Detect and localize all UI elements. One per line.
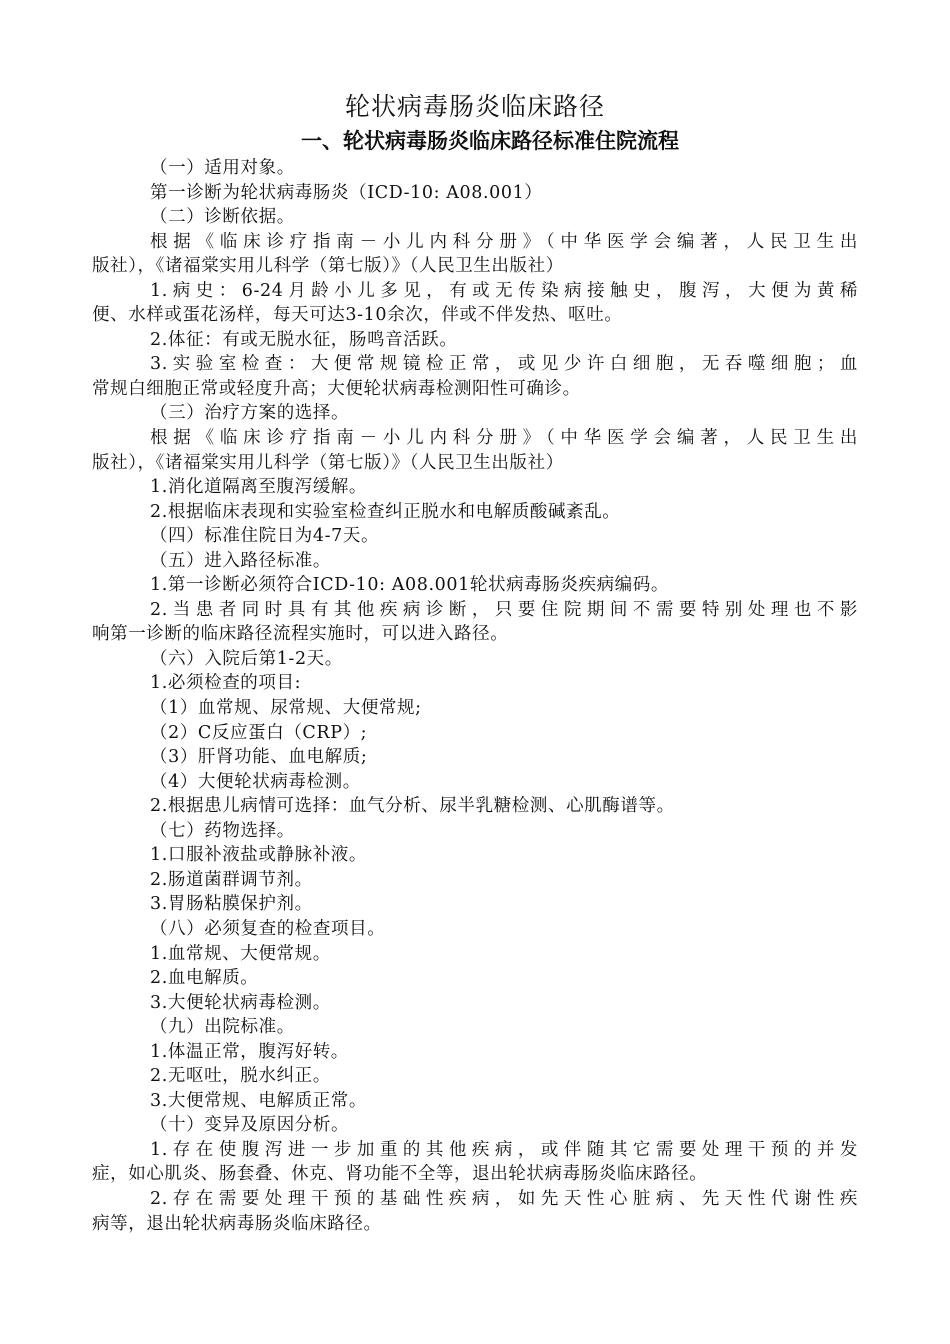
text-line: 1.第一诊断必须符合ICD-10: A08.001轮状病毒肠炎疾病编码。 <box>150 575 669 596</box>
text-line: （八）必须复查的检查项目。 <box>150 918 386 939</box>
text-line: （一）适用对象。 <box>150 158 295 178</box>
text-line: 1.必须检查的项目: <box>150 673 302 694</box>
text-line: 1.病史：6-24月龄小儿多见，有或无传染病接触史，腹泻，大便为黄稀 <box>150 280 858 301</box>
text-line: 2.存在需要处理干预的基础性疾病，如先天性心脏病、先天性代谢性疾 <box>150 1188 858 1209</box>
text-line: （六）入院后第1-2天。 <box>150 648 343 669</box>
text-line: 2.肠道菌群调节剂。 <box>150 869 313 890</box>
text-line: 1.血常规、大便常规。 <box>150 943 331 964</box>
document-body <box>92 156 858 1236</box>
text-line: 第一诊断为轮状病毒肠炎（ICD-10: A08.001） <box>150 182 543 203</box>
text-line: 2.当患者同时具有其他疾病诊断，只要住院期间不需要特别处理也不影 <box>150 599 858 620</box>
text-line: （五）进入路径标准。 <box>150 550 331 571</box>
text-line: （九）出院标准。 <box>150 1017 295 1038</box>
text-line: （2）C反应蛋白（CRP）; <box>150 722 368 743</box>
text-line: 常规白细胞正常或轻度升高；大便轮状病毒检测阳性可确诊。 <box>92 378 581 399</box>
text-line: 1.存在使腹泻进一步加重的其他疾病，或伴随其它需要处理干预的并发 <box>150 1139 858 1160</box>
text-line: 2.体征：有或无脱水征，肠鸣音活跃。 <box>150 329 458 350</box>
text-line: （四）标准住院日为4-7天。 <box>150 526 380 547</box>
section-heading: 一、轮状病毒肠炎临床路径标准住院流程 <box>301 128 679 153</box>
text-line: 响第一诊断的临床路径流程实施时，可以进入路径。 <box>92 624 509 645</box>
text-line: 病等，退出轮状病毒肠炎临床路径。 <box>92 1213 382 1234</box>
text-line: 3.大便常规、电解质正常。 <box>150 1090 367 1111</box>
text-line: 3.大便轮状病毒检测。 <box>150 992 331 1013</box>
text-line: 3.胃肠粘膜保护剂。 <box>150 894 313 915</box>
text-line: （1）血常规、尿常规、大便常规; <box>150 698 422 719</box>
text-line: 版社），《诸福棠实用儿科学（第七版）》（人民卫生出版社） <box>92 452 564 473</box>
text-line: 1.体温正常，腹泻好转。 <box>150 1041 349 1062</box>
text-line: 症，如心肌炎、肠套叠、休克、肾功能不全等，退出轮状病毒肠炎临床路径。 <box>92 1164 708 1185</box>
text-line: 1.消化道隔离至腹泻缓解。 <box>150 477 367 498</box>
document-title: 轮状病毒肠炎临床路径 <box>344 92 605 121</box>
text-line: 1.口服补液盐或静脉补液。 <box>150 845 367 866</box>
text-line: （3）肝肾功能、血电解质; <box>150 747 368 768</box>
text-line: 根据《临床诊疗指南－小儿内科分册》（中华医学会编著，人民卫生出 <box>150 428 858 449</box>
text-line: （4）大便轮状病毒检测。 <box>150 771 361 792</box>
text-line: 3.实验室检查：大便常规镜检正常，或见少许白细胞，无吞噬细胞；血 <box>150 354 858 375</box>
text-line: 便、水样或蛋花汤样，每天可达3-10余次，伴或不伴发热、呕吐。 <box>92 305 623 326</box>
text-line: 根据《临床诊疗指南－小儿内科分册》（中华医学会编著，人民卫生出 <box>150 231 858 252</box>
text-line: 2.无呕吐，脱水纠正。 <box>150 1066 331 1087</box>
document-page <box>92 90 858 1236</box>
text-line: （七）药物选择。 <box>150 820 295 841</box>
text-line: 版社），《诸福棠实用儿科学（第七版）》（人民卫生出版社） <box>92 256 564 277</box>
text-line: 2.根据患儿病情可选择：血气分析、尿半乳糖检测、心肌酶谱等。 <box>150 796 675 817</box>
text-line: 2.血电解质。 <box>150 968 259 989</box>
text-line: （二）诊断依据。 <box>150 207 295 228</box>
text-line: 2.根据临床表现和实验室检查纠正脱水和电解质酸碱紊乱。 <box>150 501 621 522</box>
text-line: （三）治疗方案的选择。 <box>150 403 350 424</box>
text-line: （十）变异及原因分析。 <box>150 1115 350 1136</box>
